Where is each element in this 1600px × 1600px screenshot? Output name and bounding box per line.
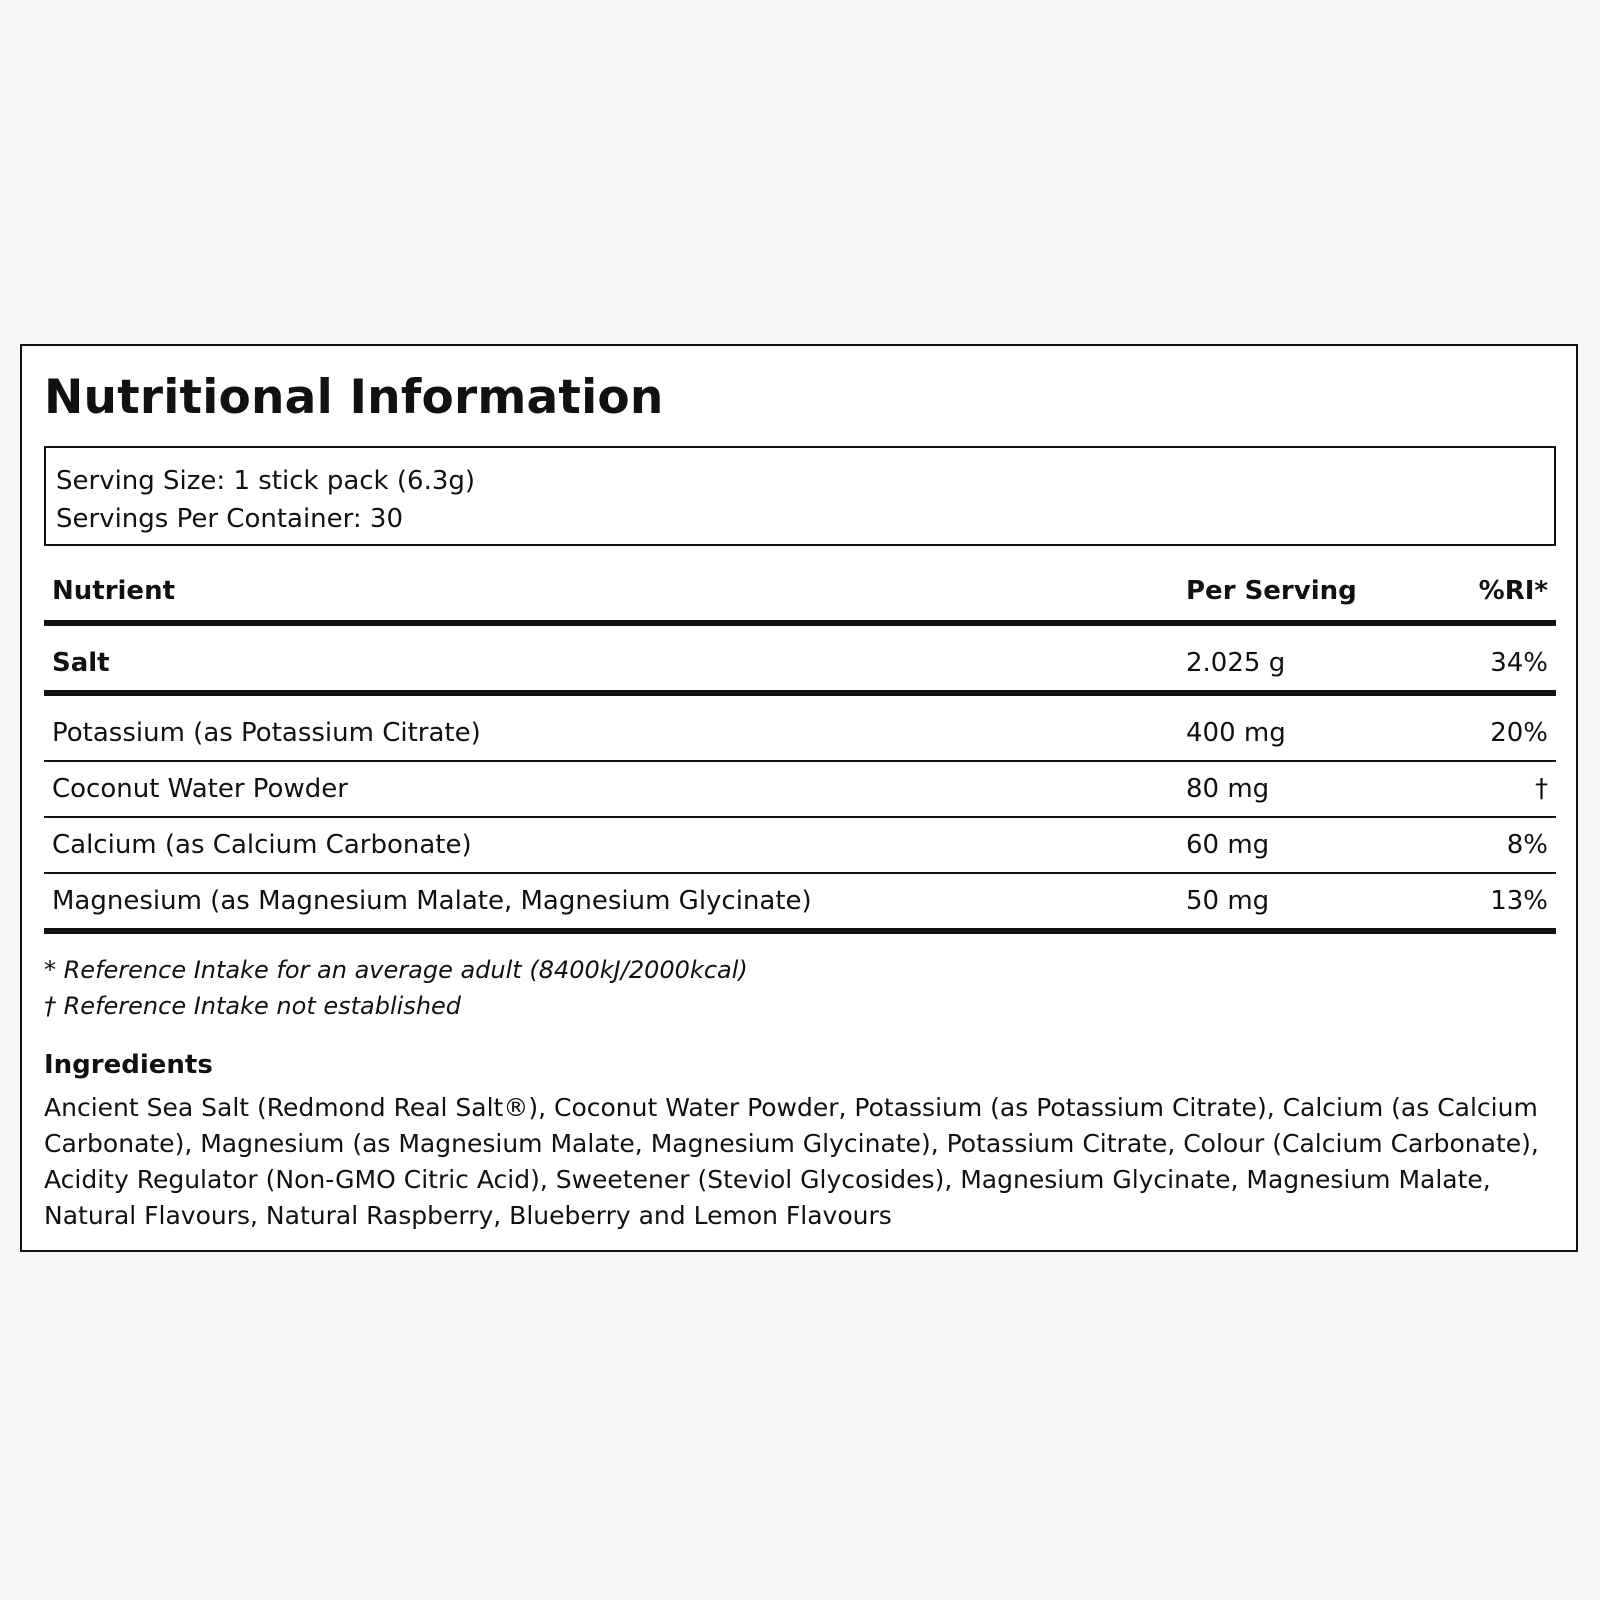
nutrient-ri: 34% bbox=[1490, 648, 1548, 678]
nutrient-table bbox=[44, 562, 1556, 934]
header-per-serving: Per Serving bbox=[1186, 576, 1357, 606]
nutrient-ri: 8% bbox=[1506, 830, 1548, 860]
serving-info-box bbox=[44, 446, 1556, 546]
page-title: Nutritional Information bbox=[44, 370, 664, 425]
nutrition-panel bbox=[20, 344, 1578, 1252]
table-row-salt bbox=[44, 626, 1556, 696]
nutrient-amount: 50 mg bbox=[1186, 886, 1270, 916]
nutrient-name: Potassium (as Potassium Citrate) bbox=[52, 718, 481, 748]
footnotes bbox=[44, 952, 748, 1024]
nutrient-name: Coconut Water Powder bbox=[52, 774, 348, 804]
nutrient-amount: 60 mg bbox=[1186, 830, 1270, 860]
footnote-ri: * Reference Intake for an average adult (8400kJ/2000kcal) bbox=[44, 956, 748, 984]
header-nutrient: Nutrient bbox=[52, 576, 176, 606]
ingredients-heading: Ingredients bbox=[44, 1050, 213, 1080]
footnote-dagger: † Reference Intake not established bbox=[44, 992, 462, 1020]
table-row-magnesium bbox=[44, 874, 1556, 934]
servings-per-container: Servings Per Container: 30 bbox=[56, 504, 404, 534]
nutrient-ri: † bbox=[1535, 774, 1548, 804]
nutrient-ri: 20% bbox=[1490, 718, 1548, 748]
nutrient-name: Magnesium (as Magnesium Malate, Magnesium Glycinate) bbox=[52, 886, 812, 916]
nutrient-ri: 13% bbox=[1490, 886, 1548, 916]
nutrient-name: Calcium (as Calcium Carbonate) bbox=[52, 830, 472, 860]
nutrient-amount: 80 mg bbox=[1186, 774, 1270, 804]
table-header-row bbox=[44, 562, 1556, 626]
ingredients-text: Ancient Sea Salt (Redmond Real Salt®), Coconut Water Powder, Potassium (as Potassium Citrate), Calcium (as Calcium Carbonate), Magnesium (as Magnesium Malate, Magnesium Glycinate), Potassium Citrate, Colour (Calcium Carbonate), Acidity Regulator (Non-GMO Citric Acid), Sweetener (Steviol Glycosides), Magnesium Glycinate, Magnesium Malate, Natural Flavours, Natural Raspberry, Blueberry and Lemon Flavours bbox=[44, 1093, 1539, 1230]
nutrient-name: Salt bbox=[52, 648, 110, 678]
serving-size: Serving Size: 1 stick pack (6.3g) bbox=[56, 466, 476, 496]
table-row-coconut-water bbox=[44, 762, 1556, 818]
header-ri: %RI* bbox=[1478, 576, 1548, 606]
nutrient-amount: 2.025 g bbox=[1186, 648, 1286, 678]
table-row-potassium bbox=[44, 696, 1556, 762]
table-row-calcium bbox=[44, 818, 1556, 874]
nutrient-amount: 400 mg bbox=[1186, 718, 1286, 748]
